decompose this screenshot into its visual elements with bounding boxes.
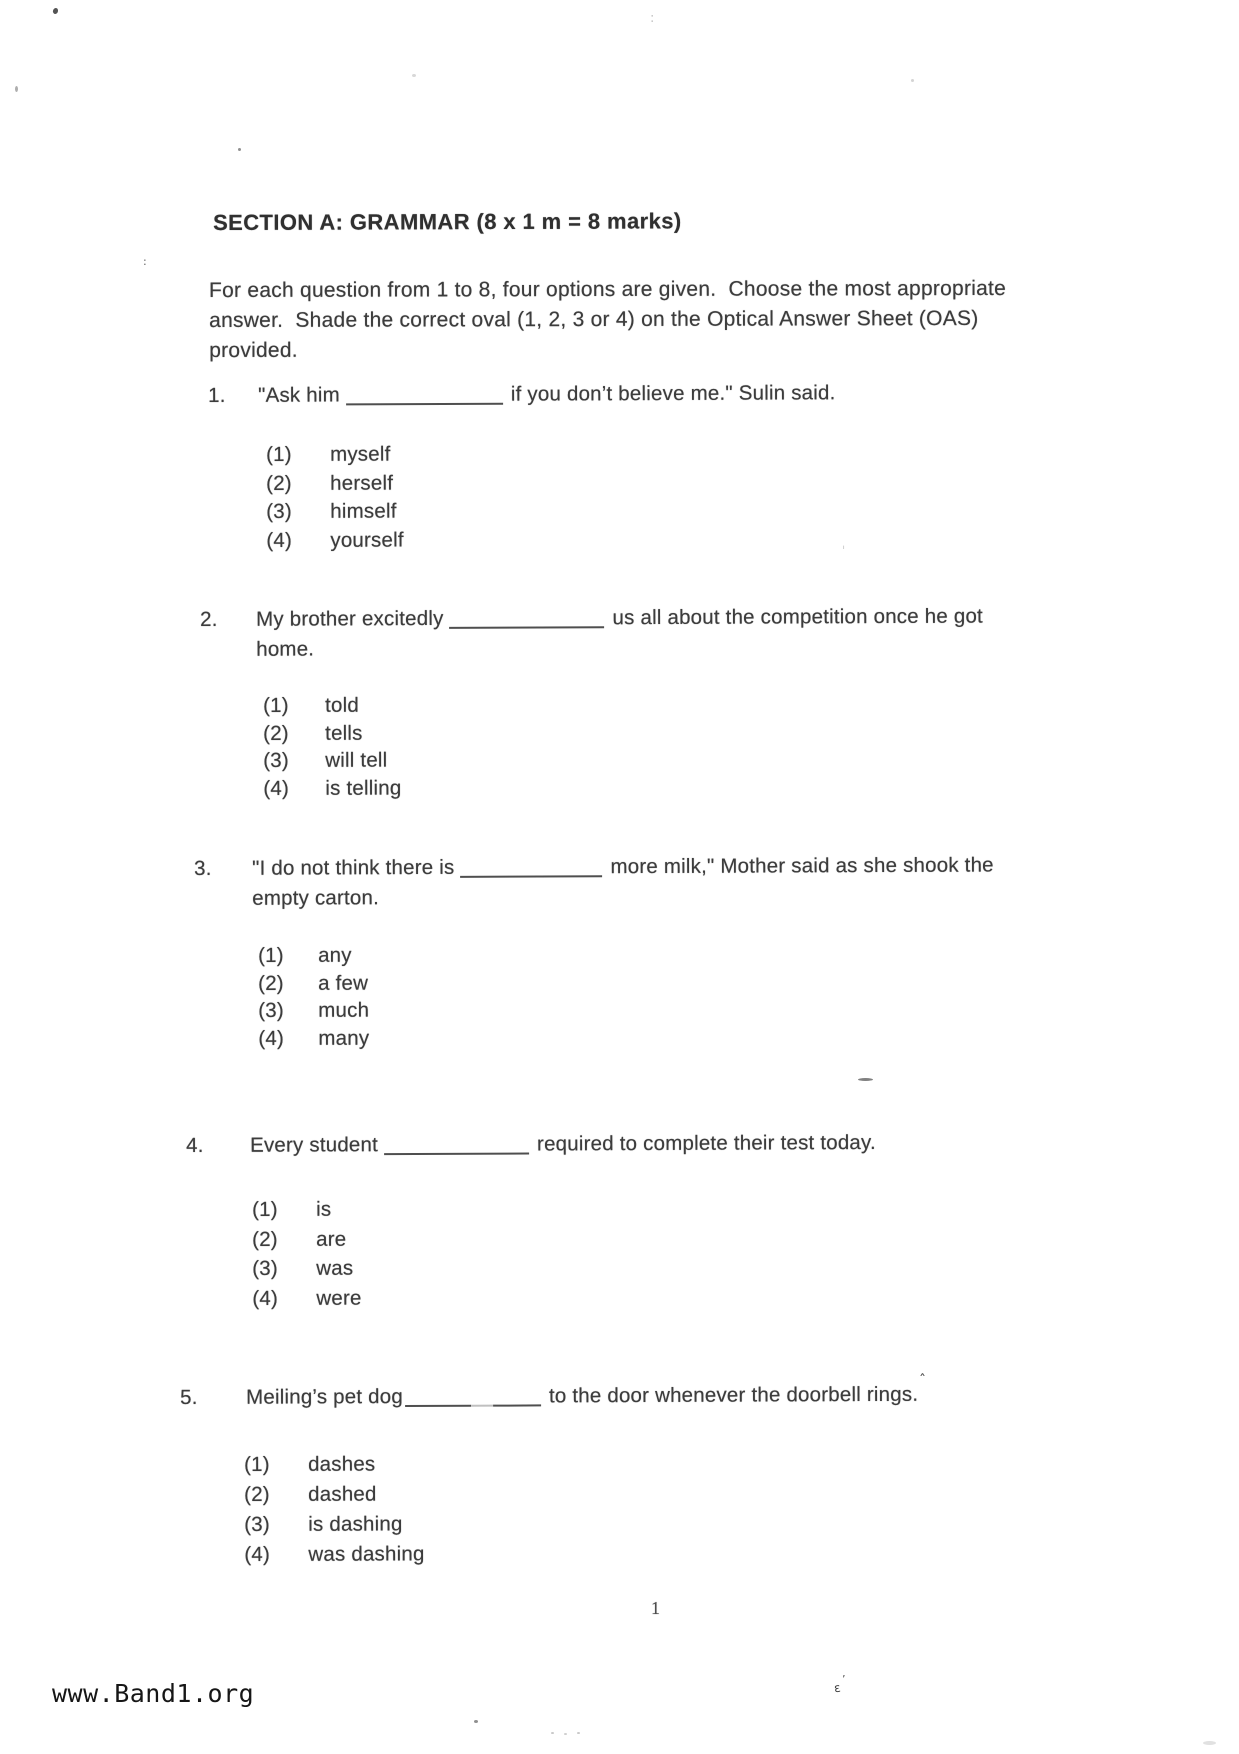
option-text: dashes: [308, 1452, 376, 1476]
scan-speck: [238, 148, 241, 151]
option-row: [263, 774, 401, 802]
option-text: were: [316, 1286, 362, 1310]
answer-blank: [449, 612, 604, 629]
option-text: much: [318, 998, 370, 1022]
option-label: (3): [258, 998, 284, 1022]
scan-speck: [474, 1720, 478, 1723]
question-stem: [246, 1380, 918, 1413]
scan-mark: ʼ: [842, 1673, 846, 1686]
option-text: himself: [330, 499, 397, 523]
option-label: (3): [266, 499, 292, 523]
option-text: dashed: [308, 1482, 377, 1506]
stem-line2: empty carton.: [252, 886, 380, 910]
question-3-options: [258, 942, 369, 1052]
option-row: [258, 969, 369, 997]
question-number: 3.: [194, 856, 212, 880]
stem-before: Meiling’s pet dog: [246, 1385, 403, 1409]
question-stem: [258, 378, 836, 411]
scan-speck: [911, 79, 914, 82]
instructions-line: For each question from 1 to 8, four options are given. Choose the most appropriate: [209, 276, 1007, 302]
question-4-options: [252, 1195, 362, 1313]
option-text: are: [316, 1227, 347, 1251]
option-label: (2): [266, 471, 292, 495]
section-title: SECTION A: GRAMMAR (8 x 1 m = 8 marks): [213, 208, 682, 235]
scan-dash: [858, 1078, 873, 1081]
option-text: any: [318, 943, 352, 967]
question-2: [200, 602, 983, 665]
instructions-line: answer. Shade the correct oval (1, 2, 3 or 4) on the Optical Answer Sheet (OAS): [209, 306, 979, 332]
option-row: [263, 747, 401, 775]
option-row: [266, 526, 403, 555]
option-label: (2): [244, 1482, 270, 1506]
option-label: (3): [252, 1256, 278, 1280]
question-stem: [250, 1128, 876, 1161]
question-5: [180, 1380, 918, 1413]
option-text: herself: [330, 471, 394, 495]
scan-speck: [52, 7, 59, 14]
scan-speck: [564, 1733, 567, 1735]
answer-blank: [346, 389, 503, 406]
option-label: (1): [258, 943, 284, 967]
option-row: [252, 1224, 361, 1254]
stem-before: My brother excitedly: [256, 606, 444, 631]
option-label: (3): [263, 748, 289, 772]
option-row: [244, 1539, 424, 1570]
stem-after: required to complete their test today.: [536, 1130, 876, 1156]
option-row: [258, 942, 369, 970]
question-stem: [252, 851, 994, 914]
option-text: myself: [330, 442, 391, 466]
option-label: (4): [266, 528, 293, 552]
option-label: (4): [244, 1542, 271, 1566]
option-row: [244, 1449, 424, 1480]
option-label: (1): [252, 1197, 278, 1221]
answer-blank: [384, 1139, 529, 1156]
instructions-block: [209, 274, 1006, 366]
page-number: 1: [651, 1598, 660, 1618]
stem-before: "I do not think there is: [252, 855, 455, 880]
option-text: was dashing: [308, 1542, 425, 1566]
scan-mark: :: [143, 255, 147, 268]
option-label: (3): [244, 1512, 270, 1536]
question-1-options: [266, 441, 404, 555]
scan-speck: [412, 74, 416, 77]
option-label: (4): [263, 776, 290, 800]
question-2-options: [263, 692, 401, 802]
watermark-url: www.Band1.org: [52, 1679, 255, 1708]
scan-mark: :: [650, 11, 655, 26]
scan-mark: ˆ: [919, 1373, 926, 1389]
answer-blank-faded: [471, 1391, 493, 1407]
option-text: many: [318, 1026, 370, 1050]
question-number: 5.: [180, 1385, 198, 1409]
option-text: told: [325, 693, 359, 717]
option-label: (1): [266, 442, 292, 466]
scan-speck: [577, 1732, 580, 1734]
question-number: 1.: [208, 383, 226, 407]
option-label: (4): [252, 1286, 279, 1310]
option-text: will tell: [325, 748, 388, 772]
option-row: [252, 1283, 361, 1313]
option-row: [244, 1479, 424, 1510]
scan-mark: ε: [833, 1680, 842, 1696]
option-text: is dashing: [308, 1512, 403, 1536]
option-row: [258, 1024, 369, 1052]
option-row: [252, 1254, 361, 1284]
question-stem: [256, 602, 983, 665]
instructions-line: provided.: [209, 338, 298, 362]
option-row: [244, 1509, 424, 1540]
option-text: tells: [325, 721, 363, 745]
answer-blank: [493, 1390, 541, 1406]
question-number: 4.: [186, 1133, 204, 1157]
option-row: [263, 692, 401, 720]
stem-before: Every student: [250, 1133, 379, 1157]
option-label: (2): [258, 971, 284, 995]
option-text: was: [316, 1256, 354, 1280]
question-1: [208, 378, 836, 411]
option-label: (4): [258, 1026, 285, 1050]
option-label: (1): [244, 1452, 270, 1476]
option-row: [252, 1195, 361, 1225]
stem-line2: home.: [256, 637, 315, 661]
question-5-options: [244, 1449, 425, 1570]
option-text: a few: [318, 971, 369, 995]
scan-speck: [551, 1732, 554, 1734]
question-number: 2.: [200, 607, 218, 631]
question-3: [194, 851, 994, 914]
option-label: (2): [252, 1227, 278, 1251]
option-row: [263, 719, 401, 747]
stem-after: to the door whenever the doorbell rings.: [548, 1382, 919, 1408]
option-label: (2): [263, 721, 289, 745]
option-text: is: [316, 1197, 332, 1221]
stem-after: us all about the competition once he got: [612, 604, 983, 630]
option-row: [258, 997, 369, 1025]
question-4: [186, 1128, 876, 1161]
option-label: (1): [263, 693, 289, 717]
answer-blank: [405, 1391, 471, 1407]
option-text: is telling: [325, 776, 402, 800]
scan-dash: [1203, 1741, 1216, 1745]
option-text: yourself: [330, 528, 404, 552]
option-row: [266, 498, 403, 527]
stem-after: more milk," Mother said as she shook the: [610, 853, 994, 879]
stem-before: "Ask him: [258, 383, 340, 407]
scan-mark: ˈ: [842, 544, 846, 558]
option-row: [266, 469, 403, 498]
scan-speck: [15, 86, 18, 92]
stem-after: if you don’t believe me." Sulin said.: [510, 381, 836, 406]
option-row: [266, 441, 403, 470]
answer-blank: [460, 861, 602, 878]
